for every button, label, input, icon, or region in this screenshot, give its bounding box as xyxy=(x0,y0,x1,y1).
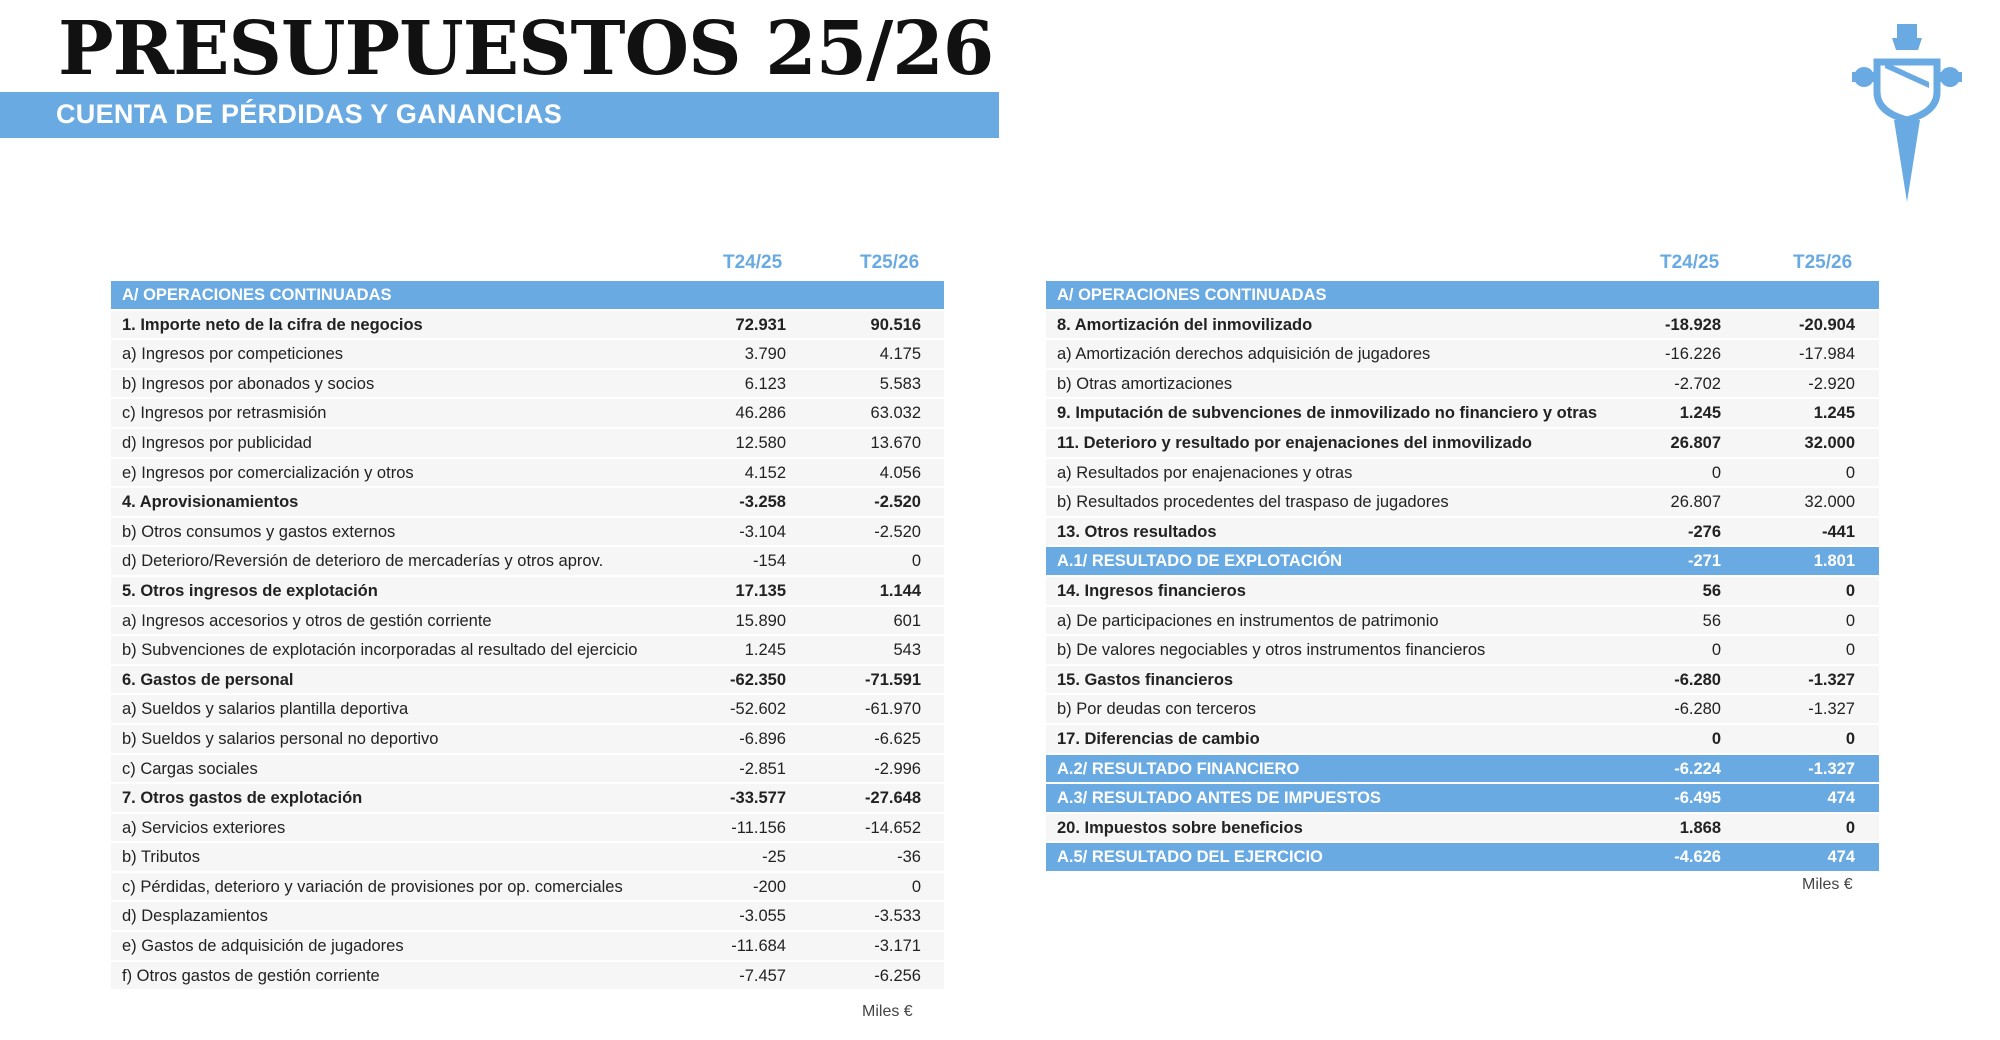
value-t2425: -16.226 xyxy=(1665,345,1721,364)
value-t2425: 72.931 xyxy=(735,315,786,334)
value-t2425: -4.626 xyxy=(1674,848,1721,867)
right-table xyxy=(1046,252,1879,873)
table-row xyxy=(1046,370,1879,400)
table-row xyxy=(1046,340,1879,370)
table-row xyxy=(1046,399,1879,429)
row-label: 7. Otros gastos de explotación xyxy=(122,789,363,808)
section-row xyxy=(1046,755,1879,785)
row-label: 11. Deterioro y resultado por enajenaciones del inmovilizado xyxy=(1057,433,1532,452)
value-t2526: 0 xyxy=(1845,641,1855,660)
value-t2526: -17.984 xyxy=(1799,345,1855,364)
value-t2425: -11.684 xyxy=(731,937,786,956)
table-row xyxy=(1046,814,1879,844)
row-label: A.3/ RESULTADO ANTES DE IMPUESTOS xyxy=(1057,789,1381,808)
table-row xyxy=(111,518,944,548)
value-t2526: 13.670 xyxy=(870,433,921,452)
value-t2526: 0 xyxy=(1845,611,1855,630)
row-label: c) Pérdidas, deterioro y variación de provisiones por op. comerciales xyxy=(122,877,623,896)
table-row xyxy=(1046,577,1879,607)
row-label: 5. Otros ingresos de explotación xyxy=(122,581,378,600)
value-t2526: -27.648 xyxy=(865,789,921,808)
row-label: a) Resultados por enajenaciones y otras xyxy=(1057,463,1353,482)
value-t2526: 0 xyxy=(1845,581,1855,600)
section-row xyxy=(111,281,944,311)
value-t2526: 32.000 xyxy=(1804,493,1855,512)
table-row xyxy=(111,636,944,666)
value-t2425: 6.123 xyxy=(744,374,786,393)
table-row xyxy=(111,873,944,903)
value-t2425: -25 xyxy=(762,848,786,867)
value-t2425: 1.868 xyxy=(1679,818,1721,837)
table-row xyxy=(1046,429,1879,459)
value-t2425: -7.457 xyxy=(739,966,786,985)
value-t2526: -3.533 xyxy=(874,907,921,926)
value-t2425: -6.280 xyxy=(1674,700,1721,719)
row-label: A.2/ RESULTADO FINANCIERO xyxy=(1057,759,1300,778)
value-t2526: -1.327 xyxy=(1808,670,1855,689)
row-label: c) Ingresos por retrasmisión xyxy=(122,404,327,423)
value-t2425: -271 xyxy=(1687,552,1721,571)
value-t2526: 4.056 xyxy=(879,463,921,482)
value-t2425: 12.580 xyxy=(735,433,786,452)
subtitle-banner xyxy=(0,92,999,138)
value-t2425: -2.702 xyxy=(1674,374,1721,393)
table-row xyxy=(111,932,944,962)
value-t2425: -6.280 xyxy=(1674,670,1721,689)
value-t2526: -1.327 xyxy=(1808,700,1855,719)
section-row xyxy=(1046,784,1879,814)
value-t2526: 601 xyxy=(893,611,921,630)
row-label: b) Por deudas con terceros xyxy=(1057,700,1257,719)
value-t2425: -6.495 xyxy=(1674,789,1721,808)
row-label: a) Ingresos accesorios y otros de gestión corriente xyxy=(122,611,492,630)
table-row xyxy=(1046,518,1879,548)
table-row xyxy=(111,902,944,932)
value-t2526: -36 xyxy=(897,848,921,867)
row-label: b) Otros consumos y gastos externos xyxy=(122,522,396,541)
row-label: b) Tributos xyxy=(122,848,200,867)
table-row xyxy=(111,695,944,725)
value-t2425: 26.807 xyxy=(1670,433,1721,452)
section-row xyxy=(1046,547,1879,577)
value-t2425: -6.224 xyxy=(1674,759,1721,778)
row-label: d) Deterioro/Reversión de deterioro de mercaderías y otros aprov. xyxy=(122,552,604,571)
value-t2526: 0 xyxy=(1845,463,1855,482)
row-label: a) Sueldos y salarios plantilla deportiva xyxy=(122,700,409,719)
value-t2425: 1.245 xyxy=(744,641,786,660)
table-row xyxy=(111,429,944,459)
table-row xyxy=(111,370,944,400)
value-t2425: -62.350 xyxy=(730,670,786,689)
value-t2526: -71.591 xyxy=(865,670,921,689)
units-note-right: Miles € xyxy=(1802,876,1853,893)
value-t2425: 56 xyxy=(1702,611,1721,630)
table-row xyxy=(1046,695,1879,725)
value-t2526: -14.652 xyxy=(865,818,921,837)
page-title: PRESUPUESTOS 25/26 xyxy=(58,6,994,92)
row-label: 15. Gastos financieros xyxy=(1057,670,1234,689)
value-t2425: -18.928 xyxy=(1665,315,1721,334)
value-t2526: -2.920 xyxy=(1808,374,1855,393)
value-t2526: 90.516 xyxy=(870,315,921,334)
column-headers xyxy=(111,252,944,274)
row-label: 14. Ingresos financieros xyxy=(1057,581,1246,600)
row-label: 17. Diferencias de cambio xyxy=(1057,729,1260,748)
value-t2425: 56 xyxy=(1702,581,1721,600)
table-row xyxy=(1046,636,1879,666)
row-label: 8. Amortización del inmovilizado xyxy=(1057,315,1313,334)
value-t2526: 32.000 xyxy=(1804,433,1855,452)
value-t2526: 543 xyxy=(893,641,921,660)
value-t2526: -2.996 xyxy=(874,759,921,778)
value-t2526: 0 xyxy=(1845,818,1855,837)
table-row xyxy=(1046,725,1879,755)
value-t2425: 0 xyxy=(1711,463,1721,482)
value-t2526: -2.520 xyxy=(874,522,921,541)
table-row xyxy=(111,340,944,370)
table-row xyxy=(111,459,944,489)
row-label: A.1/ RESULTADO DE EXPLOTACIÓN xyxy=(1057,552,1343,571)
value-t2526: -20.904 xyxy=(1799,315,1855,334)
value-t2425: -11.156 xyxy=(731,818,786,837)
table-row xyxy=(111,814,944,844)
table-row xyxy=(111,843,944,873)
club-crest-logo xyxy=(1852,22,1962,202)
value-t2526: 1.245 xyxy=(1813,404,1855,423)
value-t2425: 3.790 xyxy=(744,345,786,364)
value-t2425: -200 xyxy=(752,877,786,896)
subtitle: CUENTA DE PÉRDIDAS Y GANANCIAS xyxy=(56,99,563,129)
value-t2526: 0 xyxy=(911,877,921,896)
value-t2526: -61.970 xyxy=(865,700,921,719)
value-t2526: 0 xyxy=(911,552,921,571)
table-row xyxy=(1046,459,1879,489)
row-label: 9. Imputación de subvenciones de inmovilizado no financiero y otras xyxy=(1057,404,1598,423)
table-row xyxy=(1046,666,1879,696)
row-label: 20. Impuestos sobre beneficios xyxy=(1057,818,1303,837)
row-label: 4. Aprovisionamientos xyxy=(122,493,299,512)
row-label: a) Ingresos por competiciones xyxy=(122,345,344,364)
value-t2425: 1.245 xyxy=(1679,404,1721,423)
value-t2526: 474 xyxy=(1827,789,1855,808)
table-row xyxy=(1046,607,1879,637)
value-t2425: -33.577 xyxy=(730,789,786,808)
value-t2526: 1.801 xyxy=(1813,552,1855,571)
table-row xyxy=(1046,488,1879,518)
row-label: e) Gastos de adquisición de jugadores xyxy=(122,937,404,956)
row-label: b) De valores negociables y otros instrumentos financieros xyxy=(1057,641,1486,660)
value-t2425: -154 xyxy=(752,552,786,571)
table-row xyxy=(111,399,944,429)
section-row xyxy=(1046,281,1879,311)
left-table xyxy=(111,252,944,991)
row-label: 1. Importe neto de la cifra de negocios xyxy=(122,315,423,334)
value-t2526: -2.520 xyxy=(874,493,921,512)
value-t2526: -3.171 xyxy=(874,937,921,956)
value-t2425: 4.152 xyxy=(744,463,786,482)
value-t2526: 4.175 xyxy=(879,345,921,364)
row-label: b) Subvenciones de explotación incorporadas al resultado del ejercicio xyxy=(122,641,638,660)
value-t2526: 0 xyxy=(1845,729,1855,748)
table-row xyxy=(111,577,944,607)
table-row xyxy=(111,725,944,755)
row-label: c) Cargas sociales xyxy=(122,759,258,778)
section-row xyxy=(1046,843,1879,873)
value-t2526: 5.583 xyxy=(879,374,921,393)
table-row xyxy=(111,962,944,992)
column-header-t2425: T24/25 xyxy=(1660,252,1720,273)
row-label: 6. Gastos de personal xyxy=(122,670,294,689)
row-label: A/ OPERACIONES CONTINUADAS xyxy=(1057,286,1327,304)
row-label: b) Ingresos por abonados y socios xyxy=(122,374,375,393)
table-row xyxy=(111,755,944,785)
value-t2425: 0 xyxy=(1711,729,1721,748)
value-t2425: 0 xyxy=(1711,641,1721,660)
table-row xyxy=(111,547,944,577)
value-t2425: 46.286 xyxy=(735,404,786,423)
value-t2526: -6.256 xyxy=(874,966,921,985)
value-t2425: -52.602 xyxy=(730,700,786,719)
row-label: d) Desplazamientos xyxy=(122,907,268,926)
table-row xyxy=(111,666,944,696)
value-t2425: 15.890 xyxy=(735,611,786,630)
value-t2425: -6.896 xyxy=(739,729,786,748)
value-t2425: 17.135 xyxy=(735,581,786,600)
value-t2425: -3.258 xyxy=(739,493,786,512)
table-row xyxy=(111,607,944,637)
row-label: d) Ingresos por publicidad xyxy=(122,433,312,452)
row-label: A.5/ RESULTADO DEL EJERCICIO xyxy=(1057,848,1323,867)
value-t2526: 63.032 xyxy=(870,404,921,423)
row-label: b) Resultados procedentes del traspaso de jugadores xyxy=(1057,493,1449,512)
table-row xyxy=(1046,311,1879,341)
row-label: a) Amortización derechos adquisición de jugadores xyxy=(1057,345,1431,364)
row-label: e) Ingresos por comercialización y otros xyxy=(122,463,414,482)
units-note-left: Miles € xyxy=(862,1003,913,1020)
value-t2526: -441 xyxy=(1821,522,1855,541)
row-label: A/ OPERACIONES CONTINUADAS xyxy=(122,286,392,304)
column-header-t2526: T25/26 xyxy=(860,252,920,273)
row-label: f) Otros gastos de gestión corriente xyxy=(122,966,380,985)
value-t2526: -6.625 xyxy=(874,729,921,748)
column-headers xyxy=(1046,252,1879,274)
value-t2425: 26.807 xyxy=(1670,493,1721,512)
value-t2526: -1.327 xyxy=(1808,759,1855,778)
value-t2526: 474 xyxy=(1827,848,1855,867)
row-label: a) Servicios exteriores xyxy=(122,818,286,837)
value-t2425: -276 xyxy=(1687,522,1721,541)
table-row xyxy=(111,311,944,341)
column-header-t2425: T24/25 xyxy=(723,252,783,273)
column-header-t2526: T25/26 xyxy=(1793,252,1853,273)
value-t2425: -3.104 xyxy=(739,522,786,541)
value-t2526: 1.144 xyxy=(879,581,921,600)
value-t2425: -3.055 xyxy=(739,907,786,926)
table-row xyxy=(111,488,944,518)
table-row xyxy=(111,784,944,814)
row-label: 13. Otros resultados xyxy=(1057,522,1217,541)
value-t2425: -2.851 xyxy=(739,759,786,778)
row-label: b) Otras amortizaciones xyxy=(1057,374,1233,393)
row-label: a) De participaciones en instrumentos de patrimonio xyxy=(1057,611,1439,630)
row-label: b) Sueldos y salarios personal no deportivo xyxy=(122,729,439,748)
